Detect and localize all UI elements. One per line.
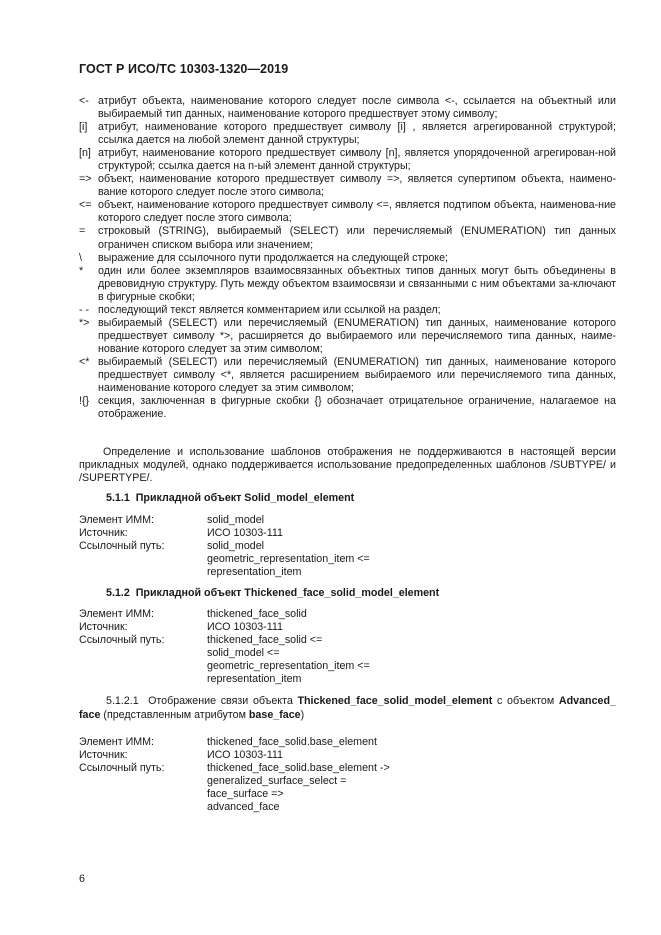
legend-item	[79, 395, 616, 421]
legend-description: секция, заключенная в фигурные скобки {} обозначает отрицательное ограничение, налагаемое на отображение.	[98, 395, 616, 421]
attr-row-source	[79, 527, 616, 540]
path-line: generalized_surface_select =	[207, 775, 347, 788]
path-line: advanced_face	[207, 801, 280, 814]
attr-row-path	[79, 540, 616, 579]
attribute-name: base_face	[248, 709, 301, 721]
document-header: ГОСТ Р ИСО/ТС 10303-1320—2019	[79, 62, 289, 76]
legend-symbol: - -	[79, 303, 90, 316]
path-line: thickened_face_solid <=	[207, 634, 323, 647]
reference-path	[207, 762, 616, 814]
legend-item	[79, 225, 616, 251]
path-line: solid_model <=	[207, 647, 280, 660]
section-heading-5-1-2	[106, 587, 439, 600]
legend-description: атрибут объекта, наименование которого следует после символа <-, ссылается на объектный или выбираемый тип данных, наименование которого предшествует этому символу;	[98, 95, 616, 121]
section-5-1-2-attributes	[79, 608, 616, 686]
section-5-1-2-1-attributes	[79, 736, 616, 814]
object-name: Thickened_face_solid_model_element	[297, 695, 493, 707]
legend-symbol: =>	[79, 173, 92, 186]
section-number: 5.1.1	[106, 492, 130, 504]
legend-item	[79, 304, 616, 317]
attr-label: Элемент ИММ:	[79, 514, 155, 526]
object-name: Advanced_ face	[79, 695, 616, 721]
legend-symbol: <=	[79, 199, 92, 212]
path-line: face_surface =>	[207, 788, 284, 801]
section-heading-5-1-2-1	[79, 694, 616, 722]
attr-label: Источник:	[79, 749, 128, 762]
heading-text-part: )	[300, 709, 305, 721]
symbol-legend-list	[79, 95, 616, 421]
attr-row-element	[79, 736, 616, 749]
attr-label: Ссылочный путь:	[79, 762, 165, 775]
legend-item	[79, 265, 616, 304]
section-title: Прикладной объект Solid_model_element	[135, 492, 355, 504]
attr-row-path	[79, 634, 616, 686]
attr-label: Элемент ИММ:	[79, 736, 155, 748]
mapping-templates-note: Определение и использование шаблонов отображения не поддерживаются в настоящей версии прикладных модулей, однако поддерживается использование предопределенных шаблонов /SUBTYPE/ и /SUPERTYPE/.	[79, 446, 616, 485]
attr-label: Элемент ИММ:	[79, 608, 155, 620]
legend-item	[79, 121, 616, 147]
legend-symbol: [n]	[79, 147, 91, 160]
attr-value: ИСО 10303-111	[207, 527, 283, 540]
attr-value: thickened_face_solid.base_element	[207, 736, 377, 748]
attr-row-source	[79, 749, 616, 762]
legend-item	[79, 317, 616, 356]
heading-text-part: с объектом	[497, 695, 555, 707]
legend-description: выражение для ссылочного пути продолжается на следующей строке;	[98, 251, 449, 264]
legend-symbol: =	[79, 225, 86, 238]
legend-description: последующий текст является комментарием или ссылкой на раздел;	[98, 303, 441, 316]
heading-text-part: Отображение связи объекта	[148, 695, 293, 707]
legend-item	[79, 173, 616, 199]
legend-symbol: [i]	[79, 121, 88, 134]
page-number: 6	[79, 873, 85, 885]
legend-symbol: *>	[79, 316, 90, 329]
legend-symbol: \	[79, 251, 82, 264]
attr-row-path	[79, 762, 616, 814]
legend-description: объект, наименование которого предшествует символу =>, является супертипом объекта, наимено-вание которого следует после этого символа;	[98, 173, 616, 199]
legend-description: атрибут, наименование которого предшествует символу [n], является упорядоченной агрегирован-ной структурой; ссылка дается на n-ый элемент данной структуры;	[98, 147, 616, 173]
legend-item	[79, 356, 616, 395]
section-number: 5.1.2	[106, 587, 130, 599]
legend-description: объект, наименование которого предшествует символу <=, является подтипом объекта, наименова-ние которого следует после этого символа;	[98, 199, 616, 225]
legend-symbol: !{}	[79, 395, 90, 408]
path-line: geometric_representation_item <=	[207, 553, 370, 566]
section-heading-5-1-1	[106, 492, 354, 505]
attr-row-element	[79, 514, 616, 527]
attr-value: ИСО 10303-111	[207, 621, 283, 634]
path-line: geometric_representation_item <=	[207, 660, 370, 673]
attr-label: Ссылочный путь:	[79, 634, 165, 647]
heading-text-part: (представленным атрибутом	[103, 709, 246, 721]
section-5-1-1-attributes	[79, 514, 616, 579]
reference-path	[207, 540, 616, 579]
attr-label: Источник:	[79, 621, 128, 634]
legend-description: строковый (STRING), выбираемый (SELECT) или перечисляемый (ENUMERATION) тип данных ограничен списком выбора или значением;	[98, 225, 616, 251]
path-line: thickened_face_solid.base_element ->	[207, 762, 390, 775]
section-title: Прикладной объект Thickened_face_solid_model_element	[135, 587, 440, 599]
section-number: 5.1.2.1	[106, 695, 139, 707]
path-line: representation_item	[207, 673, 302, 686]
legend-item	[79, 95, 616, 121]
attr-row-element	[79, 608, 616, 621]
attr-value: ИСО 10303-111	[207, 749, 283, 762]
path-line: representation_item	[207, 566, 302, 579]
legend-item	[79, 199, 616, 225]
legend-symbol: <-	[79, 95, 89, 107]
legend-description: атрибут, наименование которого предшествует символу [i] , является агрегированной структурой; ссылка дается на любой элемент данной структуры;	[98, 121, 616, 147]
legend-description: выбираемый (SELECT) или перечисляемый (ENUMERATION) тип данных, наименование которого предшествует символу <*, является расширением выбираемого или перечисляемого типа данных, наименование которого следует за этим символом;	[98, 355, 616, 395]
attr-label: Источник:	[79, 527, 128, 540]
legend-symbol: *	[79, 264, 84, 277]
attr-label: Ссылочный путь:	[79, 540, 165, 553]
legend-item	[79, 147, 616, 173]
legend-description: выбираемый (SELECT) или перечисляемый (ENUMERATION) тип данных, наименование которого предшествует символу *>, расширяется до выбираемого или перечисляемого типа данных, наиме-нование которого следует за этим символом;	[98, 316, 616, 355]
legend-symbol: <*	[79, 355, 90, 368]
attr-value: solid_model	[207, 514, 265, 526]
legend-item	[79, 252, 616, 265]
path-line: solid_model	[207, 540, 265, 553]
attr-value: thickened_face_solid	[207, 608, 307, 620]
reference-path	[207, 634, 616, 686]
attr-row-source	[79, 621, 616, 634]
legend-description: один или более экземпляров взаимосвязанных объектных типов данных могут быть объединены в древовидную структуру. Путь между объектом взаимосвязи и связанными с ним объектами за-ключают в фигурные скобки;	[98, 264, 616, 303]
